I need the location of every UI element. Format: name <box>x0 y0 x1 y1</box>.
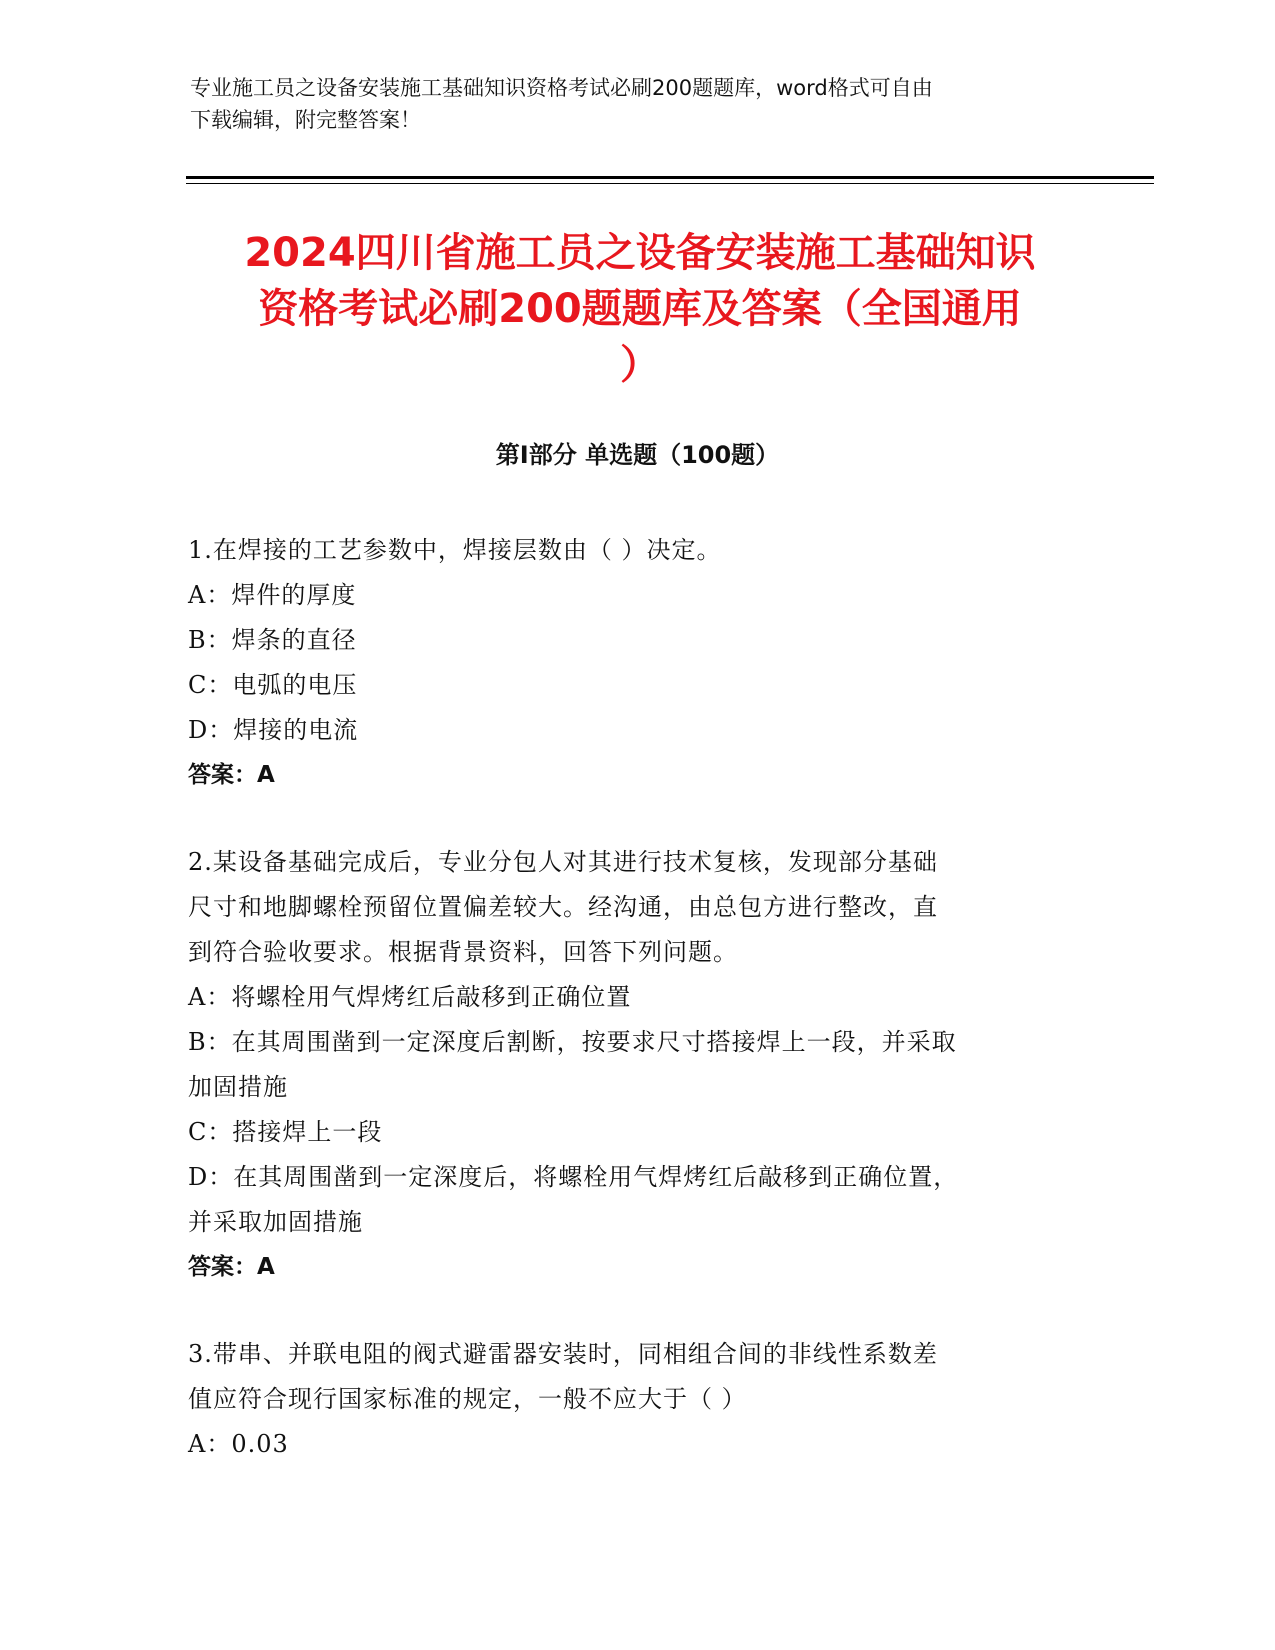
header-divider-thin <box>186 183 1154 184</box>
question-stem-line-1: 3.带串、并联电阻的阀式避雷器安装时，同相组合间的非线性系数差 <box>188 1340 938 1368</box>
option-b-line-2: 加固措施 <box>188 1073 288 1101</box>
question-2 <box>188 840 1088 1290</box>
question-stem-line-3: 到符合验收要求。根据背景资料，回答下列问题。 <box>188 938 738 966</box>
question-stem-line-2: 尺寸和地脚螺栓预留位置偏差较大。经沟通，由总包方进行整改，直 <box>188 893 938 921</box>
question-stem: 1.在焊接的工艺参数中，焊接层数由（ ）决定。 <box>188 536 722 564</box>
option-c: C：电弧的电压 <box>188 671 358 699</box>
document-title-line-2: 资格考试必刷200题题库及答案（全国通用 <box>258 286 1022 332</box>
option-b: B：焊条的直径 <box>188 626 357 654</box>
option-a: A：将螺栓用气焊烤红后敲移到正确位置 <box>188 983 632 1011</box>
answer: 答案：A <box>188 1254 275 1280</box>
document-title-line-1: 2024四川省施工员之设备安装施工基础知识 <box>244 230 1036 276</box>
header-divider-thick <box>186 176 1154 179</box>
question-3 <box>188 1332 1088 1467</box>
answer: 答案：A <box>188 762 275 788</box>
option-c: C：搭接焊上一段 <box>188 1118 383 1146</box>
option-b-line-1: B：在其周围凿到一定深度后割断，按要求尺寸搭接焊上一段，并采取 <box>188 1028 957 1056</box>
option-d-line-1: D：在其周围凿到一定深度后，将螺栓用气焊烤红后敲移到正确位置， <box>188 1163 959 1191</box>
question-1 <box>188 528 1088 798</box>
header-note <box>190 72 1070 136</box>
header-note-line-1: 专业施工员之设备安装施工基础知识资格考试必刷200题题库，word格式可自由 <box>190 76 933 100</box>
document-title-line-3: ） <box>620 342 660 388</box>
option-d: D：焊接的电流 <box>188 716 359 744</box>
section-heading: 第Ⅰ部分 单选题（100题） <box>495 441 780 469</box>
option-a: A：0.03 <box>188 1430 289 1458</box>
question-stem-line-1: 2.某设备基础完成后，专业分包人对其进行技术复核，发现部分基础 <box>188 848 938 876</box>
question-stem-line-2: 值应符合现行国家标准的规定，一般不应大于（ ） <box>188 1385 747 1413</box>
option-a: A：焊件的厚度 <box>188 581 357 609</box>
document-title <box>160 225 1120 393</box>
header-note-line-2: 下载编辑，附完整答案！ <box>190 108 421 132</box>
option-d-line-2: 并采取加固措施 <box>188 1208 363 1236</box>
question-list <box>188 528 1088 1509</box>
